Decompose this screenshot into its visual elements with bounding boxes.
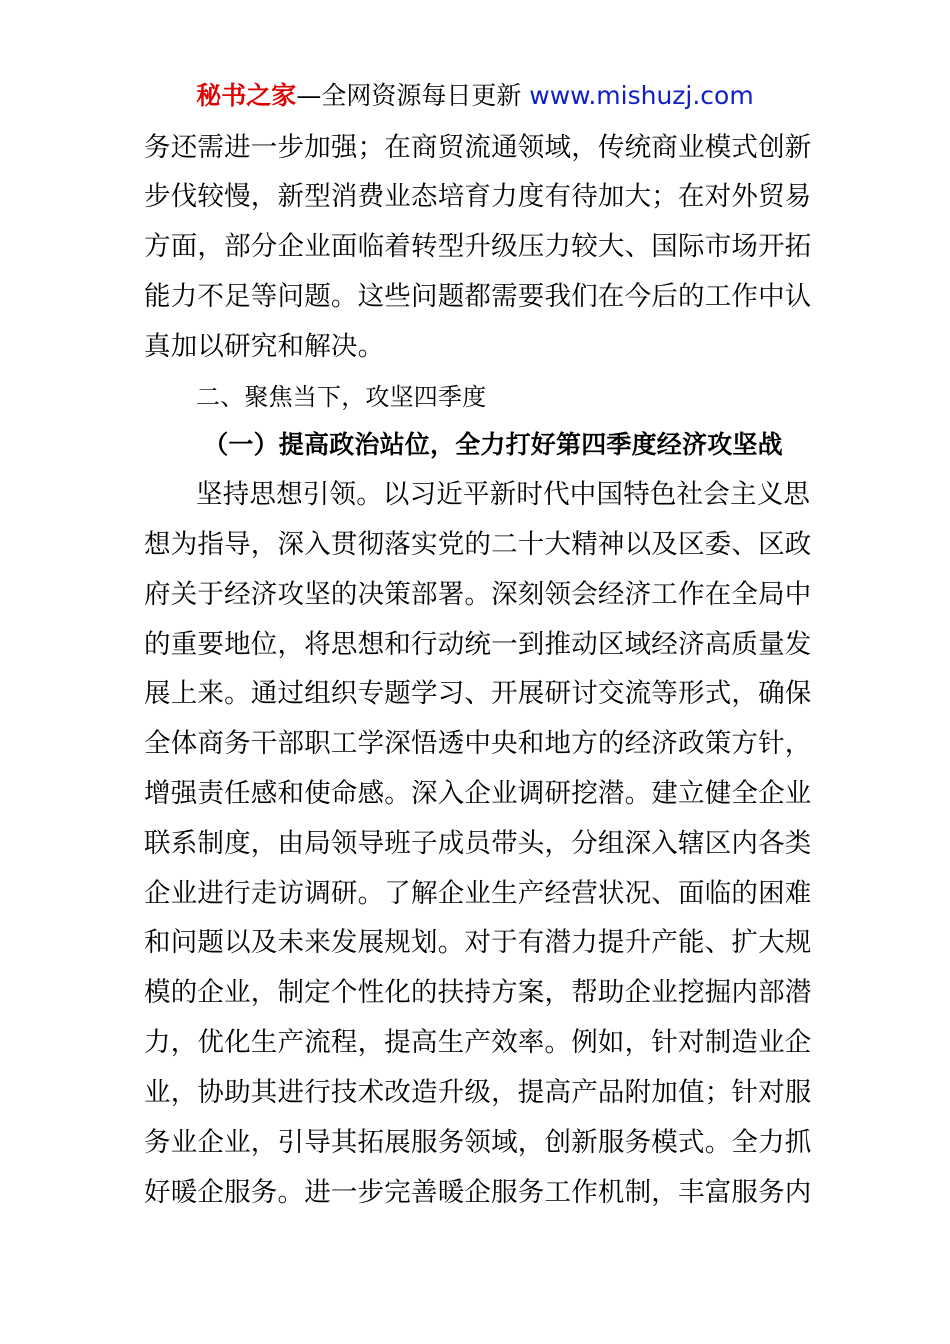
body-line: 能力不足等问题。这些问题都需要我们在今后的工作中认	[144, 281, 812, 312]
body-line: 方面，部分企业面临着转型升级压力较大、国际市场开拓	[144, 231, 812, 262]
body-line: 模的企业，制定个性化的扶持方案，帮助企业挖掘内部潜	[144, 977, 812, 1008]
site-brand: 秘书之家	[196, 81, 297, 110]
body-line: 联系制度，由局领导班子成员带头，分组深入辖区内各类	[144, 828, 812, 859]
body-line: 好暖企服务。进一步完善暖企服务工作机制，丰富服务内	[144, 1177, 812, 1208]
body-line: 想为指导，深入贯彻落实党的二十大精神以及区委、区政	[144, 529, 812, 560]
body-line: 力，优化生产流程，提高生产效率。例如，针对制造业企	[144, 1027, 812, 1058]
subsection-heading: （一）提高政治站位，全力打好第四季度经济攻坚战	[203, 430, 783, 459]
body-line: 和问题以及未来发展规划。对于有潜力提升产能、扩大规	[144, 927, 812, 958]
body-line: 全体商务干部职工学深悟透中央和地方的经济政策方针，	[144, 728, 812, 759]
body-line: 务还需进一步加强；在商贸流通领域，传统商业模式创新	[144, 132, 812, 163]
body-line: 企业进行走访调研。了解企业生产经营状况、面临的困难	[144, 878, 812, 909]
body-line: 府关于经济攻坚的决策部署。深刻领会经济工作在全局中	[144, 579, 812, 610]
body-line: 的重要地位，将思想和行动统一到推动区域经济高质量发	[144, 629, 812, 660]
body-line: 务业企业，引导其拓展服务领域，创新服务模式。全力抓	[144, 1127, 812, 1158]
site-header	[0, 78, 950, 114]
body-line: 真加以研究和解决。	[144, 331, 385, 362]
body-line: 坚持思想引领。以习近平新时代中国特色社会主义思	[196, 479, 811, 510]
body-line: 增强责任感和使命感。深入企业调研挖潜。建立健全企业	[144, 778, 812, 809]
site-tagline: —全网资源每日更新	[296, 81, 522, 110]
body-line: 步伐较慢，新型消费业态培育力度有待加大；在对外贸易	[144, 181, 812, 212]
site-url[interactable]: www.mishuzj.com	[529, 81, 754, 110]
body-line: 业，协助其进行技术改造升级，提高产品附加值；针对服	[144, 1077, 812, 1108]
body-line: 展上来。通过组织专题学习、开展研讨交流等形式，确保	[144, 678, 812, 709]
section-heading: 二、聚焦当下，攻坚四季度	[196, 383, 487, 411]
